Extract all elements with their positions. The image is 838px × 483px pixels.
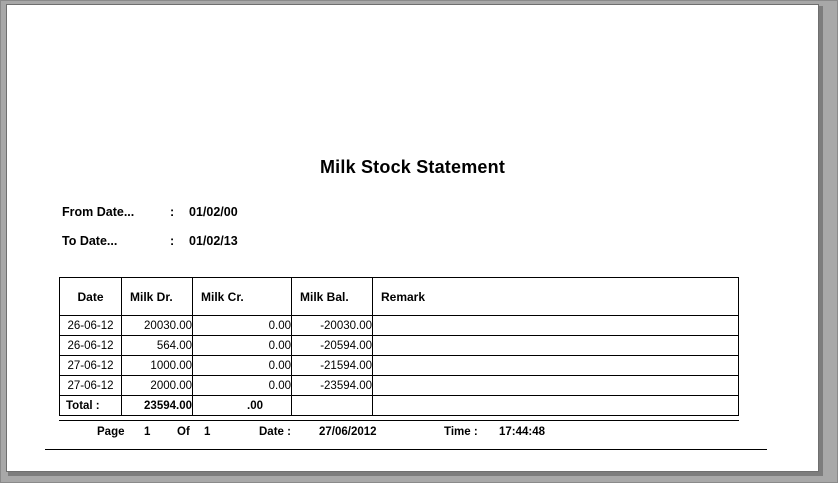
table-row <box>60 376 739 396</box>
cell-milk-dr: 2000.00 <box>122 376 193 396</box>
cell-total-remark <box>373 396 739 416</box>
table-total-row <box>60 396 739 416</box>
table-row <box>60 356 739 376</box>
table-header-row <box>60 278 739 316</box>
cell-milk-dr: 564.00 <box>122 336 193 356</box>
column-header-remark: Remark <box>373 278 739 316</box>
cell-date: 26-06-12 <box>60 316 122 336</box>
report-page <box>6 4 819 472</box>
footer-of-label: Of <box>177 426 190 438</box>
footer-date-value: 27/06/2012 <box>319 426 377 438</box>
cell-total-milk-dr: 23594.00 <box>122 396 193 416</box>
cell-remark <box>373 336 739 356</box>
footer-date-label: Date : <box>259 426 291 438</box>
page-title: Milk Stock Statement <box>319 157 506 177</box>
column-header-date: Date <box>60 278 122 316</box>
cell-date: 27-06-12 <box>60 356 122 376</box>
table-body <box>60 316 739 416</box>
footer-divider-bottom <box>45 449 767 450</box>
to-date-colon: : <box>170 234 175 248</box>
milk-stock-table <box>59 277 739 416</box>
column-header-milk-cr: Milk Cr. <box>193 278 292 316</box>
cell-remark <box>373 376 739 396</box>
footer-time-label: Time : <box>444 426 478 438</box>
footer-page-label: Page <box>97 426 125 438</box>
table-header <box>60 278 739 316</box>
cell-milk-cr: 0.00 <box>193 356 292 376</box>
from-date-colon: : <box>170 205 175 219</box>
cell-date: 27-06-12 <box>60 376 122 396</box>
cell-total-milk-cr: .00 <box>193 396 292 416</box>
cell-milk-bal: -20594.00 <box>292 336 373 356</box>
cell-milk-cr: 0.00 <box>193 376 292 396</box>
footer-divider-top <box>59 420 739 421</box>
cell-milk-cr: 0.00 <box>193 316 292 336</box>
cell-milk-bal: -20030.00 <box>292 316 373 336</box>
footer-page-number: 1 <box>144 426 151 438</box>
cell-remark <box>373 356 739 376</box>
from-date-label: From Date... <box>62 205 135 219</box>
cell-milk-cr: 0.00 <box>193 336 292 356</box>
footer-page-count: 1 <box>204 426 211 438</box>
to-date-value: 01/02/13 <box>189 234 238 248</box>
column-header-milk-dr: Milk Dr. <box>122 278 193 316</box>
table-row <box>60 316 739 336</box>
cell-milk-dr: 1000.00 <box>122 356 193 376</box>
cell-total-milk-bal <box>292 396 373 416</box>
cell-remark <box>373 316 739 336</box>
cell-date: 26-06-12 <box>60 336 122 356</box>
footer-time-value: 17:44:48 <box>499 426 546 438</box>
column-header-milk-bal: Milk Bal. <box>292 278 373 316</box>
cell-total-label: Total : <box>60 396 122 416</box>
cell-milk-dr: 20030.00 <box>122 316 193 336</box>
from-date-value: 01/02/00 <box>189 205 238 219</box>
page-footer <box>59 426 739 446</box>
cell-milk-bal: -23594.00 <box>292 376 373 396</box>
table-row <box>60 336 739 356</box>
to-date-label: To Date... <box>62 234 118 248</box>
cell-milk-bal: -21594.00 <box>292 356 373 376</box>
